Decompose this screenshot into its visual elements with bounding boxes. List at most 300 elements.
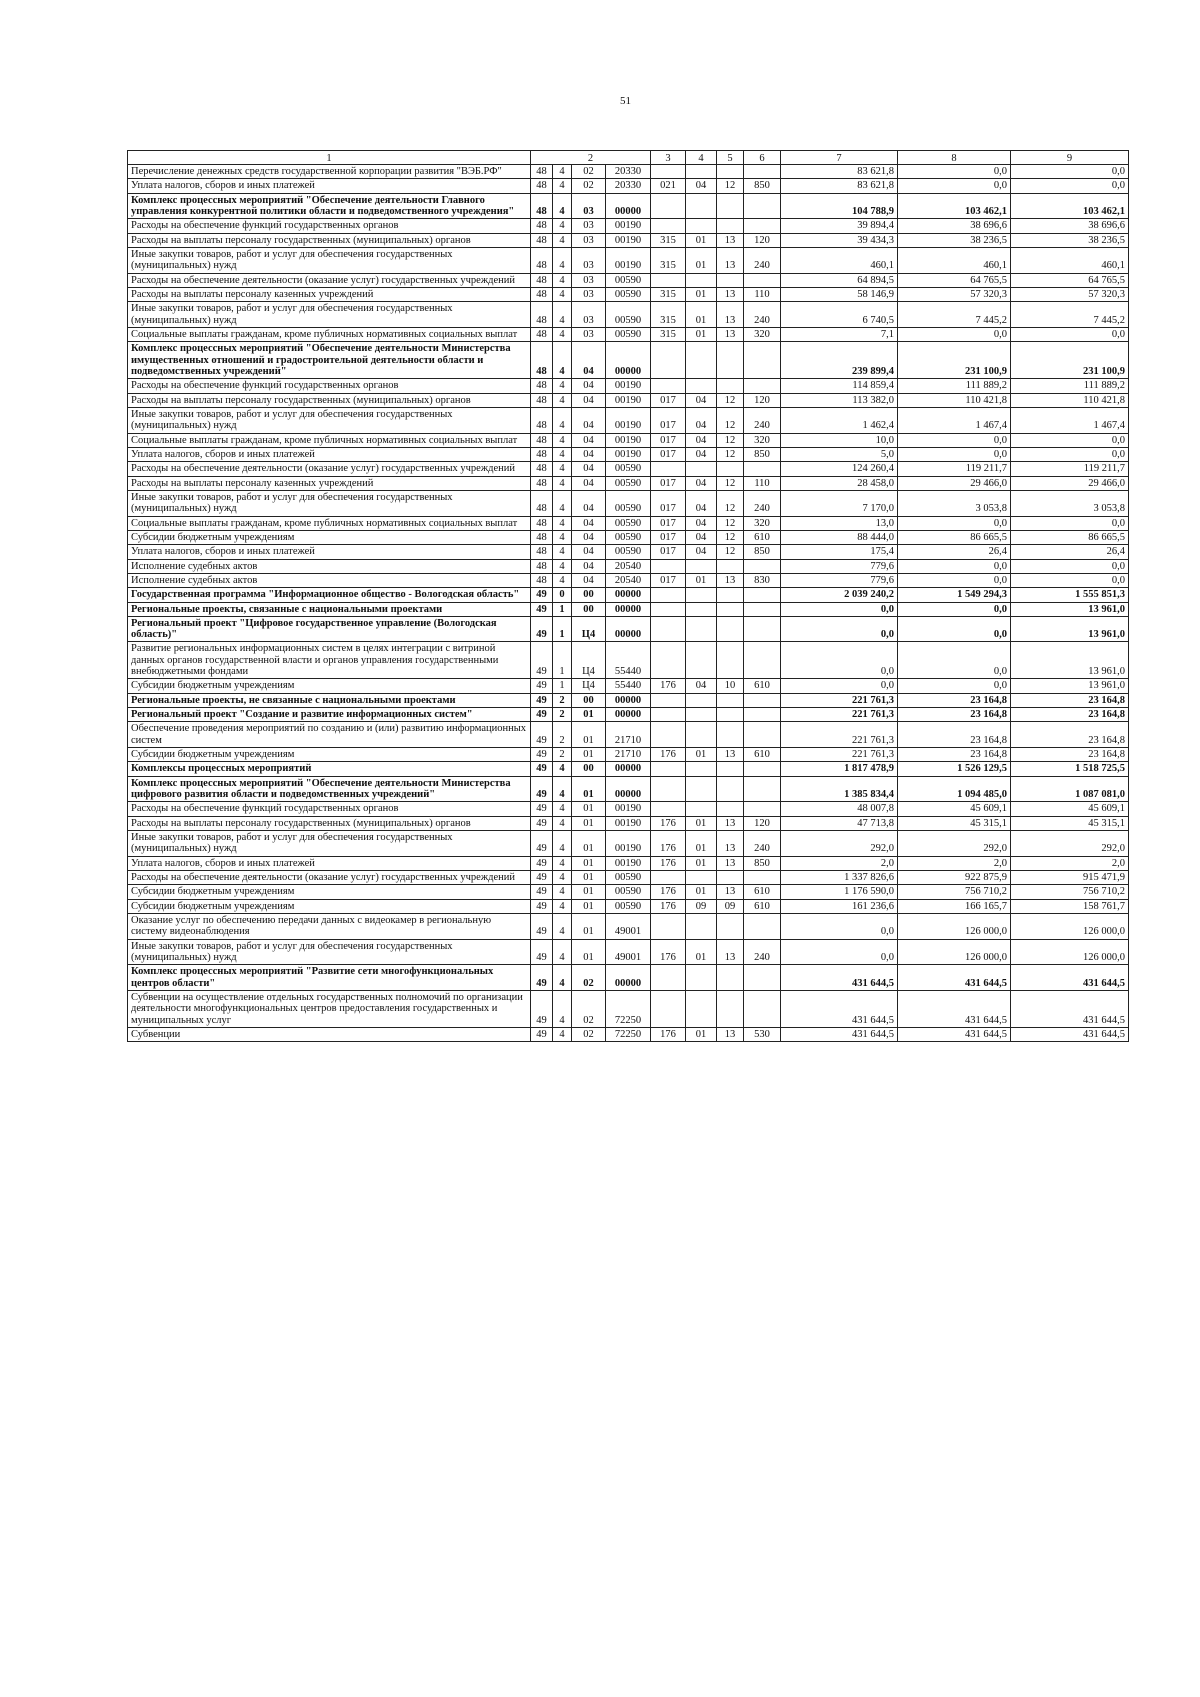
amount-col7-cell: 6 740,5 <box>781 302 898 328</box>
amount-col9-cell: 3 053,8 <box>1011 490 1129 516</box>
amount-col7-cell: 431 644,5 <box>781 1028 898 1042</box>
code-activity-cell: 04 <box>572 516 606 530</box>
amount-col9-cell: 0,0 <box>1011 447 1129 461</box>
code-direction-cell: 00190 <box>606 802 651 816</box>
code-subsection-cell <box>717 708 744 722</box>
code-section-cell: 01 <box>686 856 717 870</box>
code-expense-type-cell: 110 <box>744 476 781 490</box>
code-program-cell: 49 <box>531 899 553 913</box>
code-ministry-cell: 315 <box>651 247 686 273</box>
code-activity-cell: 01 <box>572 816 606 830</box>
code-subsection-cell: 13 <box>717 885 744 899</box>
code-ministry-cell: 315 <box>651 327 686 341</box>
code-program-cell: 48 <box>531 273 553 287</box>
row-name-cell: Иные закупки товаров, работ и услуг для обеспечения государственных (муниципальных) нужд <box>128 831 531 857</box>
header-col-5: 5 <box>717 151 744 165</box>
table-row <box>128 545 1129 559</box>
code-subsection-cell: 12 <box>717 530 744 544</box>
code-activity-cell: 02 <box>572 1028 606 1042</box>
code-subsection-cell: 13 <box>717 816 744 830</box>
table-row <box>128 616 1129 642</box>
code-expense-type-cell <box>744 914 781 940</box>
code-activity-cell: Ц4 <box>572 679 606 693</box>
table-row <box>128 816 1129 830</box>
amount-col7-cell: 64 894,5 <box>781 273 898 287</box>
row-name-cell: Расходы на обеспечение деятельности (оказание услуг) государственных учреждений <box>128 462 531 476</box>
code-subprogram-cell: 4 <box>553 991 572 1028</box>
row-name-cell: Оказание услуг по обеспечению передачи данных с видеокамер в региональную систему видеонаблюдения <box>128 914 531 940</box>
code-section-cell <box>686 991 717 1028</box>
code-program-cell: 49 <box>531 831 553 857</box>
row-name-cell: Уплата налогов, сборов и иных платежей <box>128 545 531 559</box>
amount-col7-cell: 431 644,5 <box>781 965 898 991</box>
code-ministry-cell: 017 <box>651 545 686 559</box>
code-activity-cell: 01 <box>572 802 606 816</box>
code-direction-cell: 00590 <box>606 545 651 559</box>
amount-col9-cell: 86 665,5 <box>1011 530 1129 544</box>
code-ministry-cell: 176 <box>651 831 686 857</box>
amount-col8-cell: 0,0 <box>898 327 1011 341</box>
code-section-cell <box>686 165 717 179</box>
table-row <box>128 708 1129 722</box>
code-section-cell <box>686 693 717 707</box>
amount-col9-cell: 45 609,1 <box>1011 802 1129 816</box>
code-subprogram-cell: 4 <box>553 939 572 965</box>
code-expense-type-cell: 850 <box>744 856 781 870</box>
code-section-cell <box>686 965 717 991</box>
row-name-cell: Расходы на выплаты персоналу казенных учреждений <box>128 287 531 301</box>
amount-col9-cell: 231 100,9 <box>1011 342 1129 379</box>
code-direction-cell: 00190 <box>606 407 651 433</box>
amount-col7-cell: 460,1 <box>781 247 898 273</box>
code-section-cell: 04 <box>686 393 717 407</box>
code-direction-cell: 00000 <box>606 193 651 219</box>
code-program-cell: 48 <box>531 247 553 273</box>
table-row <box>128 379 1129 393</box>
code-program-cell: 49 <box>531 616 553 642</box>
row-name-cell: Расходы на обеспечение функций государственных органов <box>128 802 531 816</box>
code-direction-cell: 55440 <box>606 679 651 693</box>
code-ministry-cell <box>651 965 686 991</box>
amount-col7-cell: 175,4 <box>781 545 898 559</box>
amount-col9-cell: 158 761,7 <box>1011 899 1129 913</box>
header-col-3: 3 <box>651 151 686 165</box>
table-row <box>128 991 1129 1028</box>
code-direction-cell: 00190 <box>606 816 651 830</box>
amount-col8-cell: 29 466,0 <box>898 476 1011 490</box>
code-direction-cell: 00190 <box>606 379 651 393</box>
code-program-cell: 48 <box>531 233 553 247</box>
code-activity-cell: 01 <box>572 748 606 762</box>
page-number: 51 <box>620 95 631 107</box>
amount-col8-cell: 45 609,1 <box>898 802 1011 816</box>
code-ministry-cell: 017 <box>651 476 686 490</box>
code-direction-cell: 49001 <box>606 939 651 965</box>
header-col-6: 6 <box>744 151 781 165</box>
code-subprogram-cell: 2 <box>553 708 572 722</box>
code-expense-type-cell: 850 <box>744 179 781 193</box>
table-row <box>128 762 1129 776</box>
code-direction-cell: 00190 <box>606 219 651 233</box>
code-subprogram-cell: 4 <box>553 914 572 940</box>
code-subprogram-cell: 4 <box>553 447 572 461</box>
code-direction-cell: 21710 <box>606 722 651 748</box>
code-expense-type-cell <box>744 762 781 776</box>
code-section-cell: 01 <box>686 302 717 328</box>
code-expense-type-cell: 240 <box>744 407 781 433</box>
code-program-cell: 48 <box>531 447 553 461</box>
amount-col8-cell: 1 526 129,5 <box>898 762 1011 776</box>
code-direction-cell: 00190 <box>606 393 651 407</box>
code-subsection-cell: 13 <box>717 856 744 870</box>
code-activity-cell: 02 <box>572 179 606 193</box>
code-subprogram-cell: 4 <box>553 776 572 802</box>
code-direction-cell: 00190 <box>606 831 651 857</box>
code-subsection-cell: 12 <box>717 516 744 530</box>
code-ministry-cell <box>651 165 686 179</box>
code-subsection-cell <box>717 219 744 233</box>
amount-col9-cell: 460,1 <box>1011 247 1129 273</box>
code-activity-cell: 03 <box>572 219 606 233</box>
table-row <box>128 856 1129 870</box>
code-section-cell: 01 <box>686 1028 717 1042</box>
code-program-cell: 48 <box>531 302 553 328</box>
code-direction-cell: 20330 <box>606 165 651 179</box>
code-expense-type-cell: 120 <box>744 816 781 830</box>
row-name-cell: Расходы на обеспечение функций государственных органов <box>128 219 531 233</box>
row-name-cell: Социальные выплаты гражданам, кроме публичных нормативных социальных выплат <box>128 327 531 341</box>
code-expense-type-cell <box>744 708 781 722</box>
code-direction-cell: 20540 <box>606 559 651 573</box>
table-row <box>128 1028 1129 1042</box>
table-row <box>128 899 1129 913</box>
code-activity-cell: 04 <box>572 476 606 490</box>
row-name-cell: Социальные выплаты гражданам, кроме публичных нормативных социальных выплат <box>128 433 531 447</box>
amount-col7-cell: 0,0 <box>781 939 898 965</box>
row-name-cell: Расходы на обеспечение функций государственных органов <box>128 379 531 393</box>
amount-col7-cell: 0,0 <box>781 914 898 940</box>
amount-col8-cell: 1 467,4 <box>898 407 1011 433</box>
code-expense-type-cell <box>744 616 781 642</box>
code-expense-type-cell <box>744 642 781 679</box>
code-subprogram-cell: 4 <box>553 393 572 407</box>
amount-col7-cell: 10,0 <box>781 433 898 447</box>
code-ministry-cell: 017 <box>651 516 686 530</box>
row-name-cell: Исполнение судебных актов <box>128 573 531 587</box>
amount-col8-cell: 756 710,2 <box>898 885 1011 899</box>
code-ministry-cell: 017 <box>651 573 686 587</box>
code-ministry-cell <box>651 273 686 287</box>
row-name-cell: Иные закупки товаров, работ и услуг для обеспечения государственных (муниципальных) нужд <box>128 490 531 516</box>
row-name-cell: Уплата налогов, сборов и иных платежей <box>128 179 531 193</box>
code-program-cell: 49 <box>531 693 553 707</box>
code-direction-cell: 21710 <box>606 748 651 762</box>
code-ministry-cell: 315 <box>651 233 686 247</box>
code-ministry-cell <box>651 342 686 379</box>
code-direction-cell: 00590 <box>606 871 651 885</box>
code-subsection-cell <box>717 965 744 991</box>
code-activity-cell: 04 <box>572 447 606 461</box>
code-section-cell: 01 <box>686 939 717 965</box>
code-subprogram-cell: 1 <box>553 602 572 616</box>
code-direction-cell: 00590 <box>606 462 651 476</box>
code-activity-cell: 04 <box>572 407 606 433</box>
amount-col7-cell: 1 337 826,6 <box>781 871 898 885</box>
code-subprogram-cell: 4 <box>553 233 572 247</box>
header-col-9: 9 <box>1011 151 1129 165</box>
amount-col7-cell: 7,1 <box>781 327 898 341</box>
amount-col9-cell: 7 445,2 <box>1011 302 1129 328</box>
amount-col8-cell: 0,0 <box>898 433 1011 447</box>
code-program-cell: 49 <box>531 871 553 885</box>
code-ministry-cell: 017 <box>651 447 686 461</box>
code-expense-type-cell <box>744 991 781 1028</box>
amount-col8-cell: 166 165,7 <box>898 899 1011 913</box>
table-row <box>128 233 1129 247</box>
table-row <box>128 433 1129 447</box>
code-subsection-cell <box>717 802 744 816</box>
amount-col9-cell: 1 555 851,3 <box>1011 588 1129 602</box>
code-direction-cell: 00000 <box>606 965 651 991</box>
code-section-cell <box>686 802 717 816</box>
code-subprogram-cell: 4 <box>553 273 572 287</box>
code-ministry-cell <box>651 379 686 393</box>
amount-col7-cell: 221 761,3 <box>781 722 898 748</box>
code-direction-cell: 00590 <box>606 490 651 516</box>
code-section-cell: 04 <box>686 476 717 490</box>
code-section-cell: 09 <box>686 899 717 913</box>
amount-col8-cell: 460,1 <box>898 247 1011 273</box>
table-row <box>128 831 1129 857</box>
row-name-cell: Исполнение судебных актов <box>128 559 531 573</box>
row-name-cell: Региональный проект "Создание и развитие информационных систем" <box>128 708 531 722</box>
row-name-cell: Субсидии бюджетным учреждениям <box>128 530 531 544</box>
amount-col9-cell: 119 211,7 <box>1011 462 1129 476</box>
code-subprogram-cell: 4 <box>553 856 572 870</box>
code-section-cell <box>686 871 717 885</box>
code-program-cell: 48 <box>531 545 553 559</box>
header-row <box>128 151 1129 165</box>
amount-col9-cell: 431 644,5 <box>1011 1028 1129 1042</box>
code-program-cell: 49 <box>531 991 553 1028</box>
amount-col9-cell: 13 961,0 <box>1011 679 1129 693</box>
code-subsection-cell: 10 <box>717 679 744 693</box>
code-direction-cell: 00190 <box>606 247 651 273</box>
code-section-cell: 04 <box>686 530 717 544</box>
amount-col7-cell: 48 007,8 <box>781 802 898 816</box>
table-row <box>128 965 1129 991</box>
code-program-cell: 49 <box>531 642 553 679</box>
amount-col8-cell: 38 696,6 <box>898 219 1011 233</box>
amount-col7-cell: 221 761,3 <box>781 708 898 722</box>
code-program-cell: 48 <box>531 193 553 219</box>
table-row <box>128 193 1129 219</box>
code-subsection-cell <box>717 342 744 379</box>
table-row <box>128 693 1129 707</box>
code-program-cell: 49 <box>531 776 553 802</box>
code-program-cell: 48 <box>531 462 553 476</box>
code-expense-type-cell: 240 <box>744 831 781 857</box>
code-subsection-cell: 13 <box>717 233 744 247</box>
code-direction-cell: 00590 <box>606 287 651 301</box>
header-col-8: 8 <box>898 151 1011 165</box>
code-subsection-cell: 12 <box>717 476 744 490</box>
row-name-cell: Комплекс процессных мероприятий "Развитие сети многофункциональных центров области" <box>128 965 531 991</box>
amount-col8-cell: 0,0 <box>898 516 1011 530</box>
code-activity-cell: 03 <box>572 327 606 341</box>
table-row <box>128 573 1129 587</box>
code-subprogram-cell: 4 <box>553 559 572 573</box>
code-direction-cell: 00190 <box>606 433 651 447</box>
code-activity-cell: 00 <box>572 762 606 776</box>
code-direction-cell: 00590 <box>606 273 651 287</box>
code-expense-type-cell: 240 <box>744 490 781 516</box>
code-expense-type-cell <box>744 588 781 602</box>
code-activity-cell: 03 <box>572 247 606 273</box>
amount-col8-cell: 2,0 <box>898 856 1011 870</box>
code-section-cell: 04 <box>686 490 717 516</box>
table-row <box>128 302 1129 328</box>
code-subprogram-cell: 0 <box>553 588 572 602</box>
code-subprogram-cell: 2 <box>553 722 572 748</box>
code-activity-cell: 03 <box>572 193 606 219</box>
code-subprogram-cell: 4 <box>553 327 572 341</box>
code-program-cell: 48 <box>531 476 553 490</box>
amount-col8-cell: 0,0 <box>898 679 1011 693</box>
code-activity-cell: 04 <box>572 559 606 573</box>
table-row <box>128 871 1129 885</box>
code-section-cell: 01 <box>686 748 717 762</box>
header-col-1: 1 <box>128 151 531 165</box>
code-subsection-cell: 09 <box>717 899 744 913</box>
code-expense-type-cell: 610 <box>744 885 781 899</box>
amount-col7-cell: 1 176 590,0 <box>781 885 898 899</box>
amount-col8-cell: 0,0 <box>898 165 1011 179</box>
code-expense-type-cell: 610 <box>744 899 781 913</box>
row-name-cell: Иные закупки товаров, работ и услуг для обеспечения государственных (муниципальных) нужд <box>128 407 531 433</box>
amount-col9-cell: 1 467,4 <box>1011 407 1129 433</box>
amount-col8-cell: 23 164,8 <box>898 708 1011 722</box>
amount-col9-cell: 431 644,5 <box>1011 991 1129 1028</box>
amount-col7-cell: 39 434,3 <box>781 233 898 247</box>
amount-col8-cell: 111 889,2 <box>898 379 1011 393</box>
amount-col9-cell: 38 696,6 <box>1011 219 1129 233</box>
code-ministry-cell <box>651 602 686 616</box>
amount-col8-cell: 23 164,8 <box>898 722 1011 748</box>
table-row <box>128 247 1129 273</box>
code-subsection-cell <box>717 914 744 940</box>
amount-col8-cell: 23 164,8 <box>898 748 1011 762</box>
amount-col9-cell: 756 710,2 <box>1011 885 1129 899</box>
code-activity-cell: 03 <box>572 233 606 247</box>
code-activity-cell: 01 <box>572 914 606 940</box>
code-ministry-cell: 176 <box>651 748 686 762</box>
amount-col8-cell: 231 100,9 <box>898 342 1011 379</box>
table-row <box>128 776 1129 802</box>
row-name-cell: Комплекс процессных мероприятий "Обеспечение деятельности Главного управления конкурентной политики области и подведомственного учреждения" <box>128 193 531 219</box>
amount-col9-cell: 0,0 <box>1011 165 1129 179</box>
code-subsection-cell <box>717 776 744 802</box>
code-subsection-cell: 13 <box>717 831 744 857</box>
code-expense-type-cell <box>744 693 781 707</box>
code-subsection-cell: 13 <box>717 748 744 762</box>
amount-col9-cell: 110 421,8 <box>1011 393 1129 407</box>
amount-col8-cell: 3 053,8 <box>898 490 1011 516</box>
code-direction-cell: 20330 <box>606 179 651 193</box>
code-expense-type-cell <box>744 379 781 393</box>
code-expense-type-cell: 610 <box>744 530 781 544</box>
amount-col8-cell: 0,0 <box>898 573 1011 587</box>
amount-col9-cell: 13 961,0 <box>1011 616 1129 642</box>
amount-col9-cell: 111 889,2 <box>1011 379 1129 393</box>
amount-col8-cell: 23 164,8 <box>898 693 1011 707</box>
code-program-cell: 48 <box>531 559 553 573</box>
code-subprogram-cell: 4 <box>553 462 572 476</box>
code-program-cell: 49 <box>531 722 553 748</box>
table-row <box>128 327 1129 341</box>
code-direction-cell: 00000 <box>606 693 651 707</box>
code-expense-type-cell: 530 <box>744 1028 781 1042</box>
code-ministry-cell: 021 <box>651 179 686 193</box>
amount-col8-cell: 1 549 294,3 <box>898 588 1011 602</box>
amount-col9-cell: 45 315,1 <box>1011 816 1129 830</box>
code-activity-cell: 02 <box>572 165 606 179</box>
code-subsection-cell <box>717 616 744 642</box>
code-section-cell <box>686 559 717 573</box>
amount-col9-cell: 23 164,8 <box>1011 693 1129 707</box>
amount-col9-cell: 431 644,5 <box>1011 965 1129 991</box>
code-activity-cell: 04 <box>572 379 606 393</box>
amount-col7-cell: 1 817 478,9 <box>781 762 898 776</box>
table-row <box>128 447 1129 461</box>
code-section-cell: 04 <box>686 516 717 530</box>
code-expense-type-cell: 850 <box>744 447 781 461</box>
code-ministry-cell: 176 <box>651 816 686 830</box>
code-section-cell: 01 <box>686 327 717 341</box>
amount-col9-cell: 2,0 <box>1011 856 1129 870</box>
code-activity-cell: 01 <box>572 885 606 899</box>
code-section-cell: 04 <box>686 545 717 559</box>
code-activity-cell: 01 <box>572 856 606 870</box>
code-expense-type-cell <box>744 342 781 379</box>
amount-col7-cell: 292,0 <box>781 831 898 857</box>
code-direction-cell: 00590 <box>606 302 651 328</box>
amount-col9-cell: 0,0 <box>1011 559 1129 573</box>
code-expense-type-cell: 240 <box>744 939 781 965</box>
table-row <box>128 407 1129 433</box>
code-subsection-cell <box>717 462 744 476</box>
code-section-cell: 01 <box>686 816 717 830</box>
amount-col8-cell: 0,0 <box>898 179 1011 193</box>
code-ministry-cell <box>651 462 686 476</box>
code-subsection-cell: 12 <box>717 179 744 193</box>
code-program-cell: 49 <box>531 602 553 616</box>
code-subprogram-cell: 4 <box>553 885 572 899</box>
code-ministry-cell <box>651 722 686 748</box>
row-name-cell: Комплекс процессных мероприятий "Обеспечение деятельности Министерства цифрового развития области и подведомственных учреждений" <box>128 776 531 802</box>
code-subprogram-cell: 4 <box>553 871 572 885</box>
table-row <box>128 885 1129 899</box>
table-row <box>128 490 1129 516</box>
code-program-cell: 48 <box>531 379 553 393</box>
row-name-cell: Уплата налогов, сборов и иных платежей <box>128 447 531 461</box>
code-section-cell <box>686 914 717 940</box>
code-subsection-cell: 12 <box>717 407 744 433</box>
row-name-cell: Расходы на выплаты персоналу государственных (муниципальных) органов <box>128 233 531 247</box>
code-ministry-cell <box>651 871 686 885</box>
code-activity-cell: 01 <box>572 899 606 913</box>
code-subsection-cell: 13 <box>717 327 744 341</box>
